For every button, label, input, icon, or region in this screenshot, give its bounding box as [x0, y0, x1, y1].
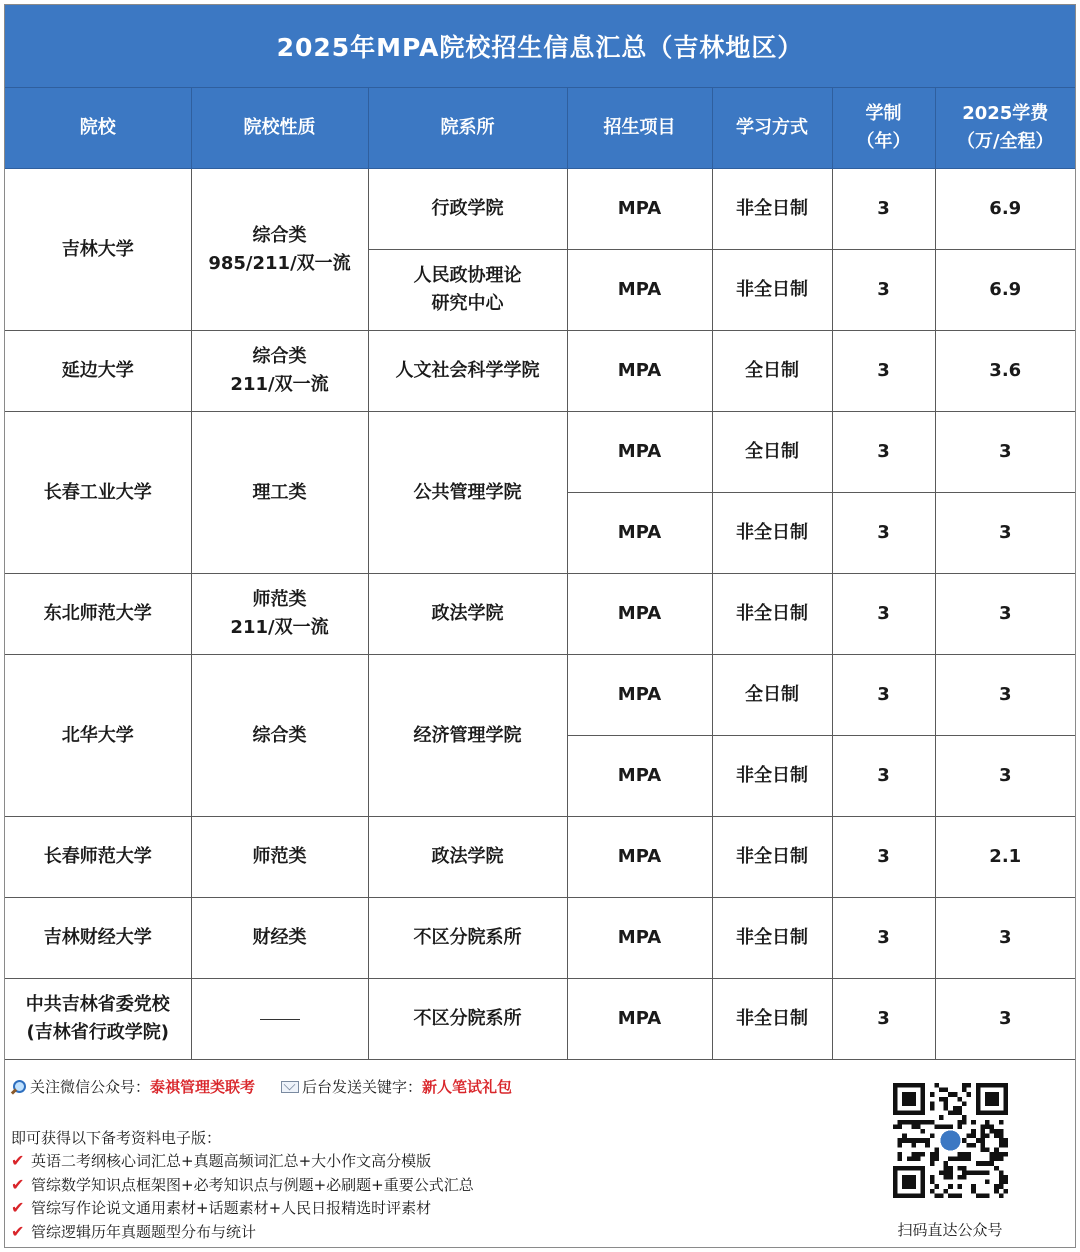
program: MPA: [567, 574, 712, 655]
department: 人民政协理论 研究中心: [368, 250, 567, 331]
table-row: [5, 979, 1075, 1060]
table-row: [5, 574, 1075, 655]
tuition-fee: 3: [935, 736, 1075, 817]
qr-code[interactable]: [893, 1083, 1008, 1198]
department: 政法学院: [368, 574, 567, 655]
check-icon: ✔: [11, 1222, 25, 1241]
program: MPA: [567, 493, 712, 574]
department: 行政学院: [368, 169, 567, 250]
program: MPA: [567, 169, 712, 250]
duration-years: 3: [832, 655, 935, 736]
table-row: [5, 817, 1075, 898]
tuition-fee: 6.9: [935, 169, 1075, 250]
search-icon: [11, 1079, 27, 1095]
department: 不区分院系所: [368, 898, 567, 979]
tuition-fee: 3.6: [935, 331, 1075, 412]
program: MPA: [567, 979, 712, 1060]
duration-years: 3: [832, 979, 935, 1060]
perk-item: [11, 1221, 256, 1242]
duration-years: 3: [832, 817, 935, 898]
check-icon: ✔: [11, 1175, 25, 1194]
tuition-fee: 2.1: [935, 817, 1075, 898]
perk-item: [11, 1150, 431, 1171]
program: MPA: [567, 250, 712, 331]
school-name: 延边大学: [5, 331, 191, 412]
study-mode: 全日制: [712, 331, 832, 412]
study-mode: 非全日制: [712, 169, 832, 250]
perk-text: 管综逻辑历年真题题型分布与统计: [31, 1223, 257, 1241]
department: 人文社会科学学院: [368, 331, 567, 412]
duration-years: 3: [832, 898, 935, 979]
duration-years: 3: [832, 736, 935, 817]
tuition-fee: 3: [935, 412, 1075, 493]
school-name: 吉林大学: [5, 169, 191, 331]
study-mode: 非全日制: [712, 898, 832, 979]
header-col-program: 招生项目: [567, 88, 712, 169]
tuition-fee: 3: [935, 898, 1075, 979]
perk-text: 管综写作论说文通用素材+话题素材+人民日报精选时评素材: [31, 1199, 432, 1217]
check-icon: ✔: [11, 1151, 25, 1170]
keyword-label: 后台发送关键字：: [302, 1078, 423, 1096]
school-name: 长春师范大学: [5, 817, 191, 898]
school-nature: [191, 979, 368, 1060]
program: MPA: [567, 736, 712, 817]
study-mode: 全日制: [712, 412, 832, 493]
tuition-fee: 3: [935, 493, 1075, 574]
table-row: [5, 331, 1075, 412]
table-row: [5, 169, 1075, 250]
school-name: 北华大学: [5, 655, 191, 817]
check-icon: ✔: [11, 1198, 25, 1217]
study-mode: 非全日制: [712, 250, 832, 331]
department: 公共管理学院: [368, 412, 567, 574]
tuition-fee: 3: [935, 655, 1075, 736]
program: MPA: [567, 817, 712, 898]
duration-years: 3: [832, 574, 935, 655]
header-col-duration: 学制 （年）: [832, 88, 935, 169]
study-mode: 非全日制: [712, 817, 832, 898]
department: 经济管理学院: [368, 655, 567, 817]
admissions-table: [5, 87, 1075, 1060]
study-mode: 全日制: [712, 655, 832, 736]
tuition-fee: 3: [935, 574, 1075, 655]
tuition-fee: 6.9: [935, 250, 1075, 331]
tuition-fee: 3: [935, 979, 1075, 1060]
perk-item: [11, 1197, 431, 1218]
school-nature: 师范类 211/双一流: [191, 574, 368, 655]
follow-account-name: 泰祺管理类联考: [150, 1078, 256, 1096]
program: MPA: [567, 898, 712, 979]
program: MPA: [567, 655, 712, 736]
school-name: 长春工业大学: [5, 412, 191, 574]
table-row: [5, 655, 1075, 736]
keyword-value: 新人笔试礼包: [422, 1078, 513, 1096]
department: 政法学院: [368, 817, 567, 898]
qr-caption: 扫码直达公众号: [897, 1221, 1003, 1239]
follow-label: 关注微信公众号：: [30, 1078, 151, 1096]
header-col-nature: 院校性质: [191, 88, 368, 169]
school-nature: 理工类: [191, 412, 368, 574]
duration-years: 3: [832, 493, 935, 574]
mail-icon: [281, 1081, 299, 1093]
perk-text: 英语二考纲核心词汇总+真题高频词汇总+大小作文高分模版: [31, 1152, 432, 1170]
perk-text: 管综数学知识点框架图+必考知识点与例题+必刷题+重要公式汇总: [31, 1176, 474, 1194]
program: MPA: [567, 412, 712, 493]
table-header-row: [5, 88, 1075, 169]
table-row: [5, 412, 1075, 493]
header-col-department: 院系所: [368, 88, 567, 169]
study-mode: 非全日制: [712, 574, 832, 655]
duration-years: 3: [832, 169, 935, 250]
school-name: 东北师范大学: [5, 574, 191, 655]
school-nature: 师范类: [191, 817, 368, 898]
school-nature: 财经类: [191, 898, 368, 979]
follow-line: [11, 1076, 512, 1097]
school-name: 中共吉林省委党校 (吉林省行政学院): [5, 979, 191, 1060]
program: MPA: [567, 331, 712, 412]
school-nature: 综合类 211/双一流: [191, 331, 368, 412]
school-nature: 综合类 985/211/双一流: [191, 169, 368, 331]
duration-years: 3: [832, 331, 935, 412]
study-mode: 非全日制: [712, 493, 832, 574]
page-frame: [4, 4, 1076, 1248]
study-mode: 非全日制: [712, 979, 832, 1060]
dash-line: [260, 1019, 300, 1020]
duration-years: 3: [832, 250, 935, 331]
header-col-study-mode: 学习方式: [712, 88, 832, 169]
header-col-tuition: 2025学费 （万/全程）: [935, 88, 1075, 169]
page-title: 2025年MPA院校招生信息汇总（吉林地区）: [5, 5, 1075, 88]
table-row: [5, 898, 1075, 979]
study-mode: 非全日制: [712, 736, 832, 817]
school-nature: 综合类: [191, 655, 368, 817]
duration-years: 3: [832, 412, 935, 493]
header-col-school: 院校: [5, 88, 191, 169]
perks-intro: 即可获得以下备考资料电子版：: [11, 1129, 222, 1147]
department: 不区分院系所: [368, 979, 567, 1060]
perk-item: [11, 1174, 474, 1195]
school-name: 吉林财经大学: [5, 898, 191, 979]
promo-footer: [5, 1060, 1075, 1248]
